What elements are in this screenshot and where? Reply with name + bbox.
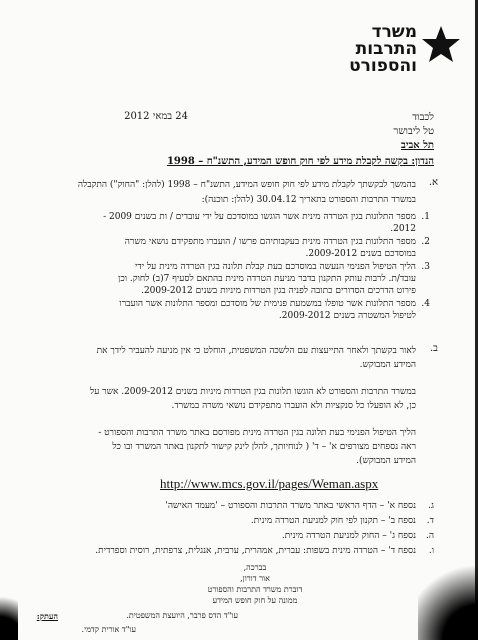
point-text: 2012.: [390, 224, 416, 234]
appendix-marker: ג.: [428, 501, 434, 511]
appendix-text: נספח ב' – תקנון לפי חוק למניעת הטרדה מינית.: [250, 516, 416, 526]
item-marker: ב.: [430, 343, 438, 354]
point-text: מספר התלונות בגין הטרדה מינית בעקבותיהם פרשו / הועברו מתפקידם נושאי משרה: [124, 237, 416, 247]
closing-line: בברכה,: [243, 563, 267, 572]
appendix-text: נספח ג' – החוק למניעת הטרדה מינית.: [281, 531, 416, 541]
letter-date: 24 במאי 2012: [124, 111, 188, 122]
closing-line: ממונה על חוק חופש המידע: [212, 596, 298, 605]
cc-line: עו"ד אורית קדמי.: [81, 625, 136, 634]
point-number: 4.: [421, 299, 430, 309]
subject-line: הנדון: בקשה לקבלת מידע לפי חוק חופש המידע, התשנ"ח – 1998: [166, 156, 434, 167]
appendix-marker: ה.: [425, 531, 434, 541]
scan-edge-bottom-right: [418, 560, 478, 640]
regulations-link[interactable]: http://www.mcs.gov.il/pages/Weman.aspx: [160, 476, 379, 491]
ministry-logo: [345, 20, 475, 80]
closing-line: אור דורון,: [240, 574, 270, 583]
point-text: הליך הטיפול הפנימי הנעשה במוסדכם בעת קבלת תלונה בגין הטרדה מינית על ידי: [135, 262, 416, 272]
item-a-intro: במשרד התרבות והספורט בתאריך 30.04.12 (להלן: תוכנה):: [201, 195, 416, 205]
point-number: 3.: [421, 262, 430, 272]
scan-edge-bottom-left: [0, 585, 18, 640]
cc-line: עו"ד הדס פרבר, היועצת המשפטית.: [126, 611, 238, 620]
appendix-text: נספח א' – הדף הראשי באתר משרד התרבות והספורט – 'מעמד האישה': [165, 501, 416, 511]
closing-line: דוברת משרד התרבות והספורט: [207, 585, 303, 594]
paragraph-line: הליך הטיפול הפנימי בעת תלונה בגין הטרדה מינית מפורסם באתר משרד התרבות והספורט -: [98, 428, 416, 438]
logo-line: והספורט: [349, 56, 417, 76]
appendix-marker: ד.: [426, 516, 434, 526]
point-text: עובד/ת. לרבות עותק התקנון בדבר מניעת הטרדה מינית בהתאם לסעיף 7(ב) לחוק. וכן: [118, 274, 416, 284]
recipient-line: טל ליבושר: [393, 126, 434, 137]
logo-line: משרד: [371, 22, 417, 42]
star-icon: [421, 26, 461, 66]
point-text: מספר התלונות אשר טופלו במשמעת פנימית של מוסדכם ומספר התלונות אשר הועברו: [119, 299, 416, 309]
point-text: מספר התלונות בגין הטרדה מינית אשר הוגשו במוסדכם על ידי עובדים / ות בשנים 2009 -: [103, 212, 416, 222]
item-b-text: המידע המבוקש.: [359, 360, 416, 370]
paragraph-line: המידע המבוקש).: [356, 456, 416, 466]
point-number: 2.: [421, 237, 430, 247]
point-text: פירוט הדרכים הסדורים כתובה לפניה בגין הטרדות מיניות בשנים 2009-2012.: [141, 286, 416, 296]
point-text: במוסדכם בשנים 2009-2012.: [305, 249, 416, 259]
appendix-marker: ו.: [428, 546, 434, 556]
appendix-text: נספח ד' – הטרדה מינית בשפות: עברית, אמהרית, ערבית, אנגלית, צרפתית, רוסית וספרדית.: [95, 546, 416, 556]
paragraph-line: כן, לא הופעלו כל סנקציות ולא הועברו מתפקידם נושאי משרה במשרד.: [171, 401, 416, 411]
closing-block: [190, 562, 320, 606]
item-marker: א.: [428, 177, 438, 188]
cc-label: העתק:: [36, 611, 58, 621]
logo-line: התרבות: [355, 39, 417, 59]
item-b-text: לאור בקשתך ולאחר התייעצות עם הלשכה המשפטית, הוחלט כי אין מניעה להעביר לידך את: [96, 346, 416, 356]
recipient-line: תל אביב: [401, 140, 434, 151]
item-a-intro: בהמשך לבקשתך לקבלת מידע לפי חוק חופש המידע, התשנ"ח – 1998 (להלן: "החוק") התקבלה: [77, 180, 416, 190]
point-text: לטיפול המשטרה בשנים 2009-2012.: [278, 311, 416, 321]
paragraph-line: ראה נספחים מצורפים א' – ד' ( לנוחיותך, להלן לינק קישור לתקנון באתר המשרד ובו כל: [112, 442, 416, 452]
recipient-line: לכבוד: [412, 112, 434, 123]
paragraph-line: במשרד התרבות והספורט לא הוגשו תלונות בגין הטרדות מיניות בשנים 2009-2012. אשר על: [89, 387, 416, 397]
point-number: 1.: [421, 212, 430, 222]
